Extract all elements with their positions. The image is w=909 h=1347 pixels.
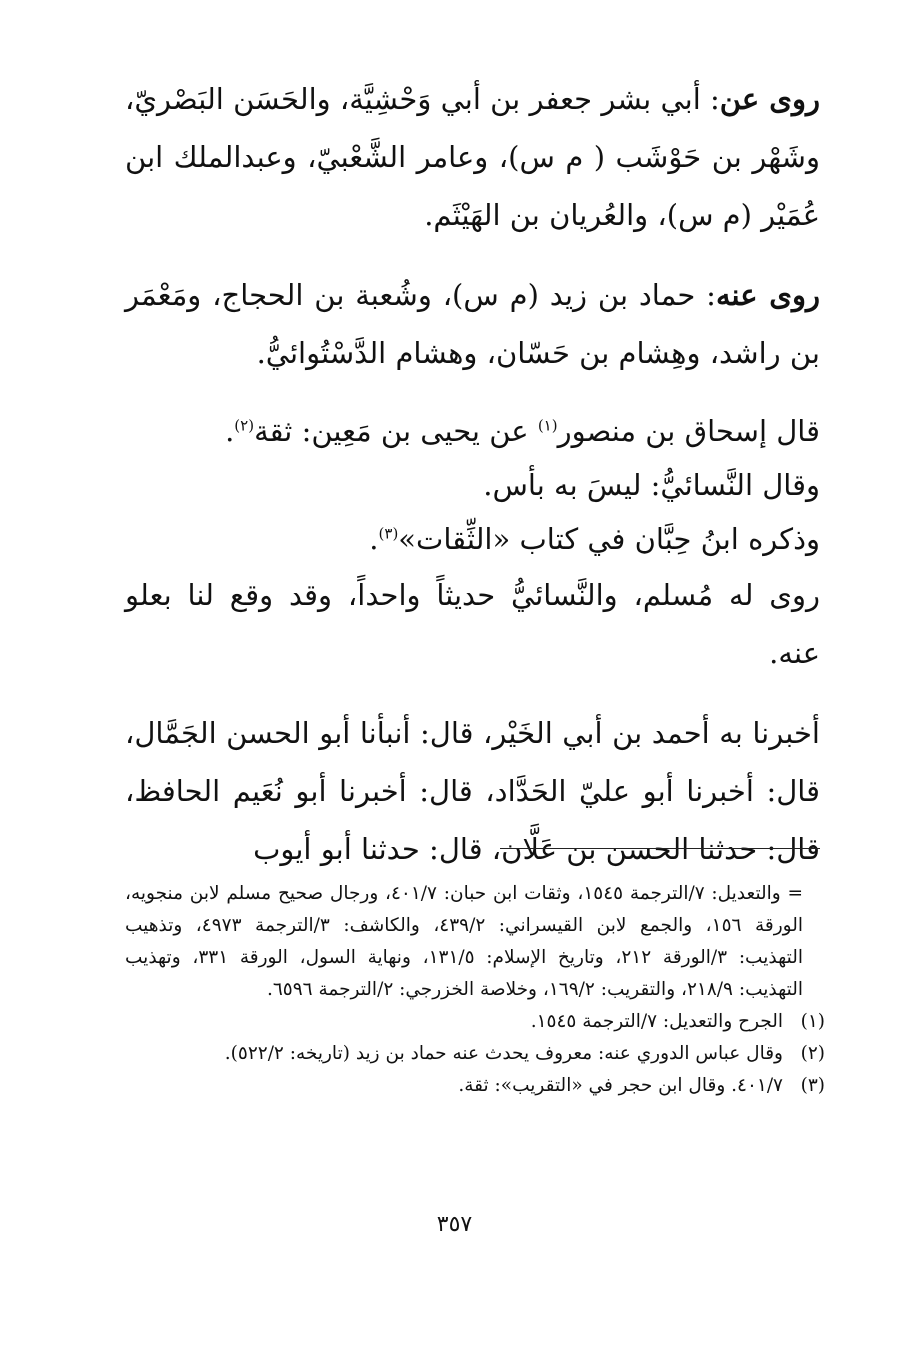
- footnote-marker-1[interactable]: (١): [537, 416, 558, 435]
- footnote-number: (٣): [800, 1075, 825, 1096]
- ishaq-text-a: قال إسحاق بن منصور: [557, 414, 820, 448]
- paragraph-isnad: أخبرنا به أحمد بن أبي الخَيْر، قال: أنبأنا أبو الحسن الجَمَّال، قال: أخبرنا أبو عليّ الحَدَّاد، قال: أخبرنا أبو نُعَيم الحافظ، قال: حدثنا الحسن بن عَلَّان، قال: حدثنا أبو أيوب: [125, 716, 820, 866]
- ishaq-text-c: .: [225, 414, 235, 448]
- paragraph-narrated-from: [125, 70, 820, 244]
- footnote-marker-3[interactable]: (٣): [378, 524, 399, 543]
- ibn-hibban-text-b: .: [369, 522, 379, 556]
- paragraph-nasai: وقال النَّسائيُّ: ليسَ به بأس.: [483, 468, 820, 502]
- ibn-hibban-text-a: وذكره ابنُ حِبَّان في كتاب «الثِّقات»: [398, 522, 820, 556]
- footnote-continuation: = والتعديل: ٧/الترجمة ١٥٤٥، وثقات ابن حبان: ٤٠١/٧، ورجال صحيح مسلم لابن منجويه، الورقة ١٥٦، والجمع لابن القيسراني: ٤٣٩/٢، والكاشف: ٣/الترجمة ٤٩٧٣، وتذهيب التهذيب: ٣/الورقة ٢١٢، وتاريخ الإسلام: ١٣١/٥، ونهاية السول، الورقة ٣٣١، وتهذيب التهذيب: ٢١٨/٩، والتقريب: ١٦٩/٢، وخلاصة الخزرجي: ٢/الترجمة ٦٥٩٦.: [125, 883, 804, 1000]
- footnote-text: ٤٠١/٧. وقال ابن حجر في «التقريب»: ثقة.: [458, 1075, 783, 1096]
- paragraph-ishaq-statement: [125, 404, 820, 458]
- footnote-separator: [500, 848, 820, 849]
- paragraph-ibn-hibban: [125, 512, 820, 566]
- label-narrated-by: روى عنه: [715, 278, 821, 312]
- footnote-marker-2[interactable]: (٢): [234, 416, 255, 435]
- narrated-by-text: : حماد بن زيد (م س)، وشُعبة بن الحجاج، ومَعْمَر بن راشد، وهِشام بن حَسّان، وهشام الدَّسْتُوائيُّ.: [125, 278, 820, 370]
- label-narrated-from: روى عن: [719, 82, 820, 116]
- main-text: [125, 70, 820, 878]
- page-number: ٣٥٧: [436, 1212, 473, 1237]
- footnotes: [125, 878, 825, 1102]
- footnote-item: [125, 1070, 825, 1102]
- footnote-text: الجرح والتعديل: ٧/الترجمة ١٥٤٥.: [530, 1011, 783, 1032]
- footnote-item: [125, 1006, 825, 1038]
- ishaq-text-b: عن يحيى بن مَعِين: ثقة: [254, 414, 538, 448]
- footnote-text: وقال عباس الدوري عنه: معروف يحدث عنه حماد بن زيد (تاريخه: ٥٢٢/٢).: [224, 1043, 783, 1064]
- footnote-item: [125, 1038, 825, 1070]
- paragraph-narrated-by-muslim: روى له مُسلم، والنَّسائيُّ حديثاً واحداً، وقد وقع لنا بعلو عنه.: [125, 578, 820, 670]
- narrated-from-text: : أبي بشر جعفر بن أبي وَحْشِيَّة، والحَسَن البَصْريّ، وشَهْر بن حَوْشَب ( م س)، وعامر الشَّعْبيّ، وعبدالملك ابن عُمَيْر (م س)، والعُريان بن الهَيْثَم.: [125, 82, 820, 232]
- footnote-number: (١): [800, 1011, 825, 1032]
- footnote-number: (٢): [800, 1043, 825, 1064]
- paragraph-narrated-by: [125, 266, 820, 382]
